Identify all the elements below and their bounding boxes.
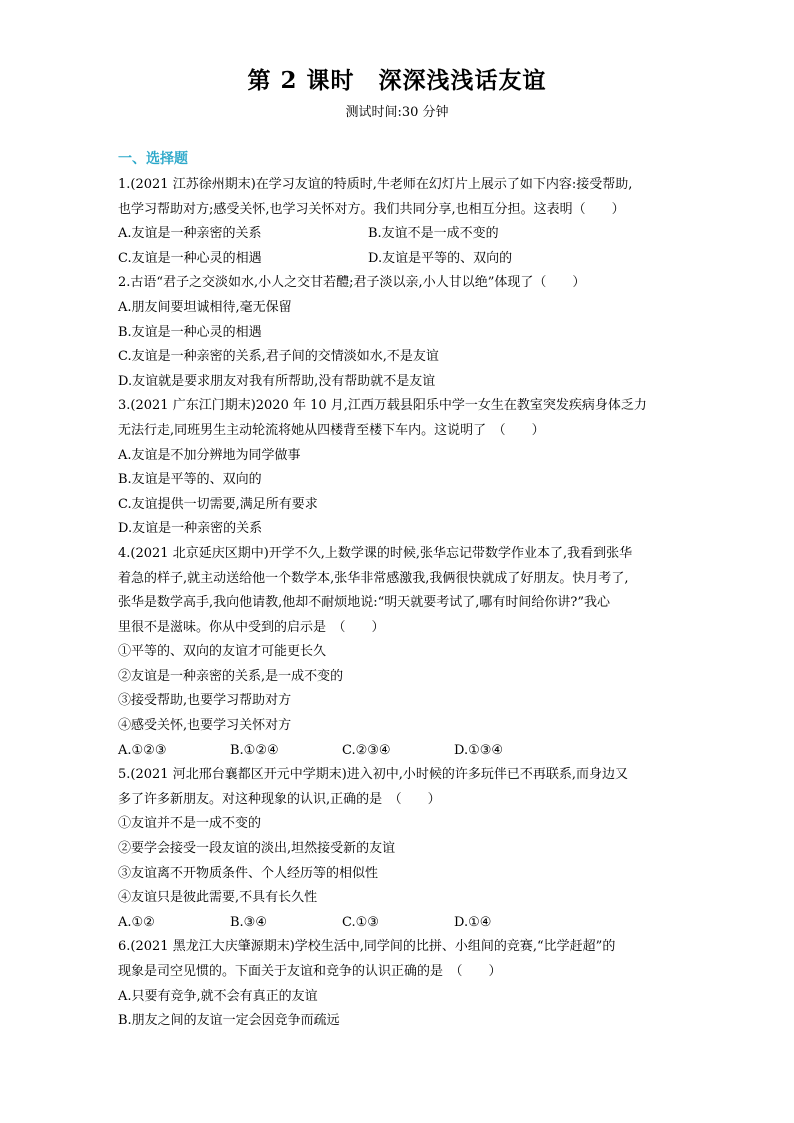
question-4-options <box>118 739 678 764</box>
question-1-option-d: D.友谊是平等的、双向的 <box>368 250 513 266</box>
question-4-statement-3: ③接受帮助,也要学习帮助对方 <box>118 693 292 709</box>
question-5-stem-line-1: 5.(2021 河北邢台襄都区开元中学期末)进入初中,小时候的许多玩伴已不再联系,而身边又 <box>118 767 629 783</box>
question-3-option-a: A.友谊是不加分辨地为同学做事 <box>118 447 301 463</box>
question-5-option-a: A.①② <box>118 914 155 930</box>
question-5-option-b: B.③④ <box>230 914 267 930</box>
question-6-stem-line-1: 6.(2021 黑龙江大庆肇源期末)学校生活中,同学间的比拼、小组间的竞赛,“比学赶超”的 <box>118 939 616 955</box>
section-heading: 一、选择题 <box>118 151 188 167</box>
question-4-stem-line-3: 张华是数学高手,我向他请教,他却不耐烦地说:“明天就要考试了,哪有时间给你讲?”我心 <box>118 595 611 611</box>
question-1-stem-line-2: 也学习帮助对方;感受关怀,也学习关怀对方。我们共同分享,也相互分担。这表明（ ） <box>118 201 625 217</box>
question-3-stem-line-2: 无法行走,同班男生主动轮流将她从四楼背至楼下车内。这说明了 （ ） <box>118 422 545 438</box>
question-4-statement-1: ①平等的、双向的友谊才可能更长久 <box>118 644 327 660</box>
question-5-statement-1: ①友谊并不是一成不变的 <box>118 816 262 832</box>
question-6-stem-line-2: 现象是司空见惯的。下面关于友谊和竞争的认识正确的是 （ ） <box>118 964 502 979</box>
question-6-option-a: A.只要有竞争,就不会有真正的友谊 <box>118 988 318 1004</box>
question-5-statement-3: ③友谊离不开物质条件、个人经历等的相似性 <box>118 865 379 881</box>
question-1-options-row-1 <box>118 222 678 247</box>
question-2-option-b: B.友谊是一种心灵的相遇 <box>118 324 262 340</box>
question-4-option-d: D.①③④ <box>454 742 504 758</box>
question-list <box>118 173 678 1034</box>
question-2-stem: 2.古语“君子之交淡如水,小人之交甘若醴;君子淡以亲,小人甘以绝”体现了（ ） <box>118 275 586 291</box>
question-5-statement-2: ②要学会接受一段友谊的淡出,坦然接受新的友谊 <box>118 841 396 857</box>
question-3-option-c: C.友谊提供一切需要,满足所有要求 <box>118 496 318 512</box>
question-1-option-a: A.友谊是一种亲密的关系 <box>118 226 262 242</box>
question-1-stem-line-1: 1.(2021 江苏徐州期末)在学习友谊的特质时,牛老师在幻灯片上展示了如下内容:接受帮助, <box>118 177 633 192</box>
question-5-statement-4: ④友谊只是彼此需要,不具有长久性 <box>118 890 318 906</box>
question-4-stem-line-2: 着急的样子,就主动送给他一个数学本,张华非常感激我,我俩很快就成了好朋友。快月考了, <box>118 570 629 586</box>
test-time: 测试时间:30 分钟 <box>345 105 449 120</box>
question-4-option-c: C.②③④ <box>342 742 391 758</box>
question-4-stem-line-4: 里很不是滋味。你从中受到的启示是 （ ） <box>118 619 385 635</box>
question-1-options-row-2 <box>118 247 678 272</box>
question-4-statement-4: ④感受关怀,也要学习关怀对方 <box>118 718 292 734</box>
question-2-option-a: A.朋友间要坦诚相待,毫无保留 <box>118 299 292 315</box>
question-2-option-c: C.友谊是一种亲密的关系,君子间的交情淡如水,不是友谊 <box>118 349 439 365</box>
question-5-options <box>118 911 678 936</box>
question-4-statement-2: ②友谊是一种亲密的关系,是一成不变的 <box>118 668 344 684</box>
question-3-stem-line-1: 3.(2021 广东江门期末)2020 年 10 月,江西万载县阳乐中学一女生在教室突发疾病身体乏力 <box>118 398 647 414</box>
question-5-option-d: D.①④ <box>454 914 492 930</box>
question-4-stem-line-1: 4.(2021 北京延庆区期中)开学不久,上数学课的时候,张华忘记带数学作业本了,我看到张华 <box>118 545 633 561</box>
question-1-option-b: B.友谊不是一成不变的 <box>368 226 499 242</box>
question-5-stem-line-2: 多了许多新朋友。对这种现象的认识,正确的是 （ ） <box>118 791 441 807</box>
question-1-option-c: C.友谊是一种心灵的相遇 <box>118 250 262 266</box>
question-3-option-d: D.友谊是一种亲密的关系 <box>118 521 263 537</box>
question-5-option-c: C.①③ <box>342 914 379 930</box>
question-6-option-b: B.朋友之间的友谊一定会因竞争而疏远 <box>118 1013 340 1029</box>
question-3-option-b: B.友谊是平等的、双向的 <box>118 472 262 488</box>
page-title: 第 2 课时 深深浅浅话友谊 <box>247 67 547 94</box>
question-4-option-a: A.①②③ <box>118 742 167 758</box>
question-4-option-b: B.①②④ <box>230 742 279 758</box>
question-2-option-d: D.友谊就是要求朋友对我有所帮助,没有帮助就不是友谊 <box>118 373 436 389</box>
